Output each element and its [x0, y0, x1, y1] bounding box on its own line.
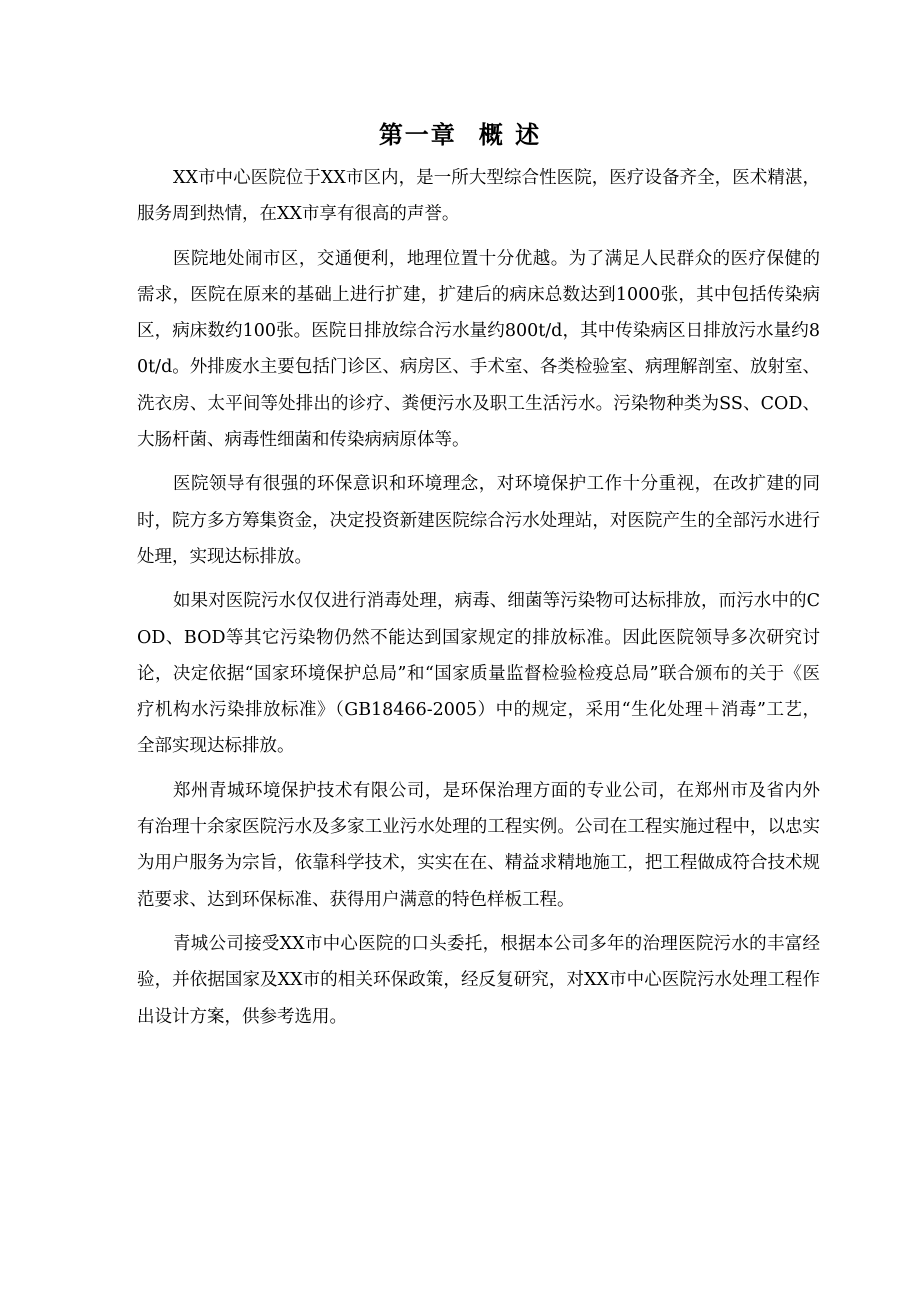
chapter-title-text: 概 述	[478, 120, 542, 149]
paragraph: XX市中心医院位于XX市区内，是一所大型综合性医院，医疗设备齐全，医术精湛，服务周到热情，在XX市享有很高的声誉。	[137, 168, 820, 225]
paragraph: 医院地处闹市区，交通便利，地理位置十分优越。为了满足人民群众的医疗保健的需求，医院在原来的基础上进行扩建，扩建后的病床总数达到1000张，其中包括传染病区，病床数约100张。医院日排放综合污水量约800t/d，其中传染病区日排放污水量约80t/d。外排废水主要包括门诊区、病房区、手术室、各类检验室、病理解剖室、放射室、洗衣房、太平间等处排出的诊疗、粪便污水及职工生活污水。污染物种类为SS、COD、大肠杆菌、病毒性细菌和传染病病原体等。	[137, 248, 820, 451]
paragraph: 医院领导有很强的环保意识和环境理念，对环境保护工作十分重视，在改扩建的同时，院方多方筹集资金，决定投资新建医院综合污水处理站，对医院产生的全部污水进行处理，实现达标排放。	[137, 474, 820, 567]
paragraph: 青城公司接受XX市中心医院的口头委托，根据本公司多年的治理医院污水的丰富经验，并依据国家及XX市的相关环保政策，经反复研究，对XX市中心医院污水处理工程作出设计方案，供参考选用。	[137, 933, 820, 1027]
paragraph: 如果对医院污水仅仅进行消毒处理，病毒、细菌等污染物可达标排放，而污水中的COD、BOD等其它污染物仍然不能达到国家规定的排放标准。因此医院领导多次研究讨论，决定依据“国家环境保护总局”和“国家质量监督检验检疫总局”联合颁布的关于《医疗机构水污染排放标准》（GB18466-2005）中的规定，采用“生化处理＋消毒”工艺，全部实现达标排放。	[137, 591, 820, 757]
body-text	[137, 160, 820, 1035]
chapter-heading	[0, 117, 920, 153]
paragraph: 郑州青城环境保护技术有限公司，是环保治理方面的专业公司，在郑州市及省内外有治理十余家医院污水及多家工业污水处理的工程实例。公司在工程实施过程中，以忠实为用户服务为宗旨，依靠科学技术，实实在在、精益求精地施工，把工程做成符合技术规范要求、达到环保标准、获得用户满意的特色样板工程。	[137, 780, 820, 910]
chapter-number: 第一章	[378, 120, 457, 149]
